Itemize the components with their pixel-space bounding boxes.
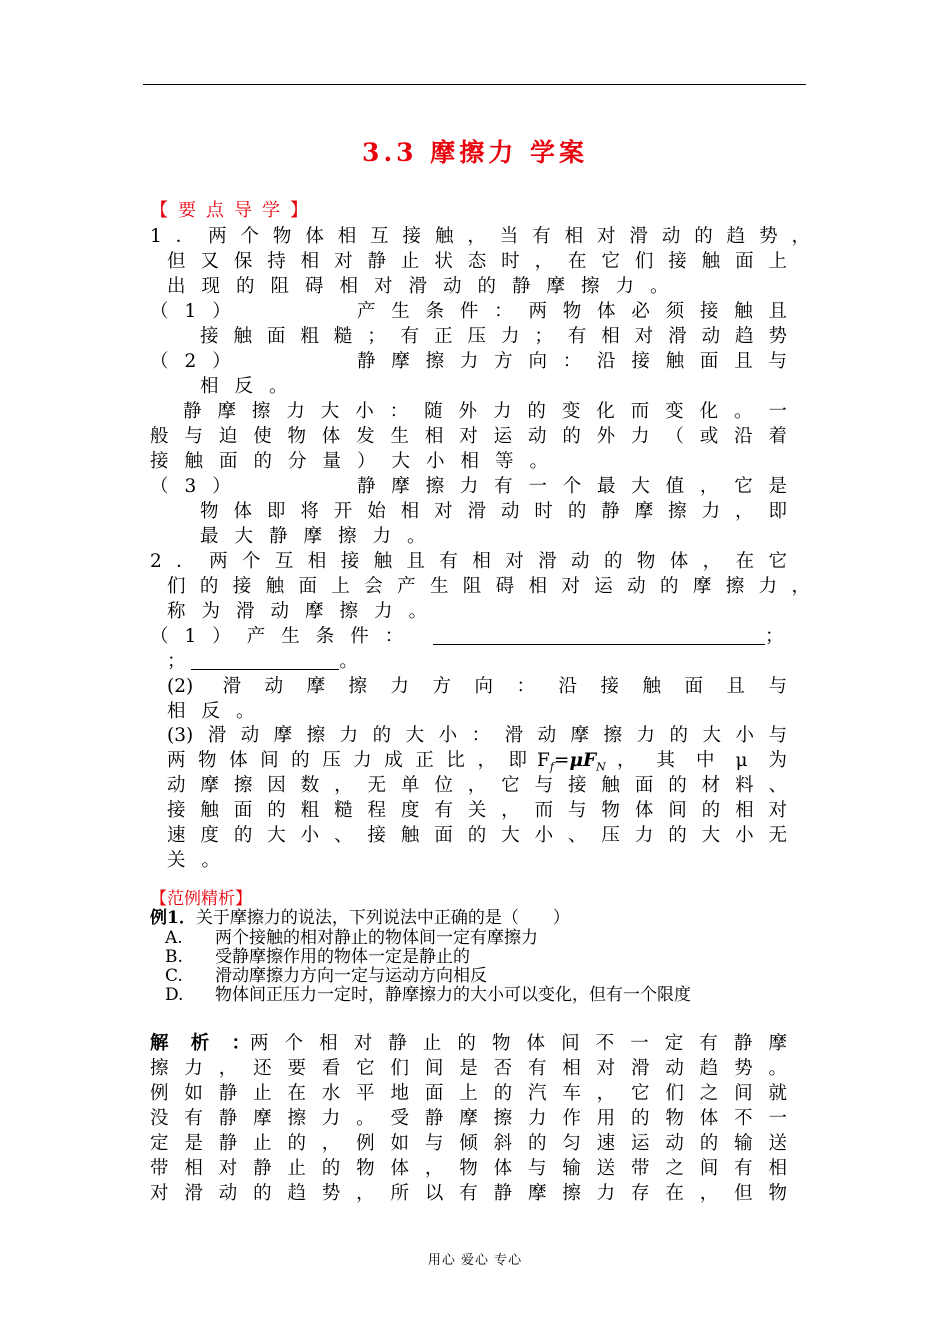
sliding-size-line1: (3)滑动摩擦力的大小：滑动摩擦力的大小与 (167, 725, 787, 746)
cond1-label: （1） (150, 301, 247, 322)
size-line1: 静摩擦力大小：随外力的变化而变化。一 (183, 401, 787, 422)
sliding-size-line3: 动摩擦因数，无单位，它与接触面的材料、 (167, 775, 787, 796)
page-footer: 用心 爱心 专心 (427, 1253, 523, 1268)
option-c: C. 滑动摩擦力方向一定与运动方向相反 (165, 966, 487, 986)
cond3-line1: 静摩擦力有一个最大值，它是 (357, 476, 787, 497)
cond3-line2: 物体即将开始相对滑动时的静摩擦力，即 (200, 501, 787, 522)
option-d: D. 物体间正压力一定时，静摩擦力的大小可以变化，但有一个限度 (165, 985, 691, 1005)
semicolon: ； (765, 626, 784, 647)
period: 。 (339, 651, 358, 672)
sliding-size-line5: 速度的大小、接触面的大小、压力的大小无 (167, 825, 787, 846)
cond2-line1: 静摩擦力方向：沿接触面且与 (357, 351, 787, 372)
analysis-line2: 擦力，还要看它们间是否有相对滑动趋势。 (150, 1058, 787, 1079)
option-a: A. 两个接触的相对静止的物体间一定有摩擦力 (165, 928, 538, 948)
cond1-line2: 接触面粗糙；有正压力；有相对滑动趋势 (200, 326, 787, 347)
sliding-size-line2-a: 两物体间的压力成正比，即 (167, 750, 527, 771)
analysis-line3: 例如静止在水平地面上的汽车，它们之间就 (150, 1083, 787, 1104)
sliding-size-line2-b: ，其中μ为 (617, 750, 787, 771)
cond2-line2: 相反。 (200, 376, 304, 397)
analysis-line1: 解析： 两个相对静止的物体间不一定有静摩 (150, 1033, 787, 1054)
example1-label: 例1． (150, 908, 196, 928)
sliding-cond-blank2 (167, 650, 358, 674)
cond3-line3: 最大静摩擦力。 (200, 526, 442, 547)
cond2-label: （2） (150, 351, 247, 372)
point1-line2: 但又保持相对静止状态时，在它们接触面上 (167, 251, 787, 272)
section-heading-examples: 【范例精析】 (150, 889, 252, 909)
cond1-line1: 产生条件：两物体必须接触且 (357, 301, 787, 322)
cond3-label: （3） (150, 476, 247, 497)
point2-line3: 称为滑动摩擦力。 (167, 601, 444, 622)
friction-formula: $F_f=\mu F_N$ (537, 750, 606, 774)
point2-line1: 2．两个互相接触且有相对滑动的物体，在它 (150, 551, 787, 572)
point1-line1: 1．两个物体相互接触，当有相对滑动的趋势， (150, 226, 810, 247)
analysis-line4: 没有静摩擦力。受静摩擦力作用的物体不一 (150, 1108, 787, 1129)
size-line2: 般与迫使物体发生相对运动的外力（或沿着 (150, 426, 787, 447)
semicolon: ； (167, 651, 186, 672)
option-b: B. 受静摩擦作用的物体一定是静止的 (165, 947, 470, 967)
analysis-line6: 带相对静止的物体，物体与输送带之间有相 (150, 1158, 787, 1179)
sliding-dir-line2: 相反。 (167, 701, 271, 722)
analysis-line7: 对滑动的趋势，所以有静摩擦力存在，但物 (150, 1183, 787, 1204)
header-rule (143, 84, 806, 85)
size-line3: 接触面的分量）大小相等。 (150, 451, 565, 472)
analysis-label: 解析： (150, 1033, 250, 1054)
sliding-dir-line1: (2) 滑动摩擦力方向：沿接触面且与 (167, 676, 787, 697)
sliding-size-line6: 关。 (167, 850, 237, 871)
example1-question: 例1．关于摩擦力的说法，下列说法中正确的是（ ） (150, 908, 570, 928)
point1-line3: 出现的阻碍相对滑动的静摩擦力。 (167, 276, 685, 297)
page-title: 3.3 摩擦力 学案 (362, 138, 588, 167)
sliding-cond-blank1 (433, 625, 784, 649)
sliding-cond-label: （1）产生条件： (150, 626, 420, 647)
point2-line2: 们的接触面上会产生阻碍相对运动的摩擦力， (167, 576, 810, 597)
sliding-size-line4: 接触面的粗糙程度有关，而与物体间的相对 (167, 800, 787, 821)
analysis-line5: 定是静止的，例如与倾斜的匀速运动的输送 (150, 1133, 787, 1154)
section-heading-key-points: 【要点导学】 (150, 200, 318, 221)
